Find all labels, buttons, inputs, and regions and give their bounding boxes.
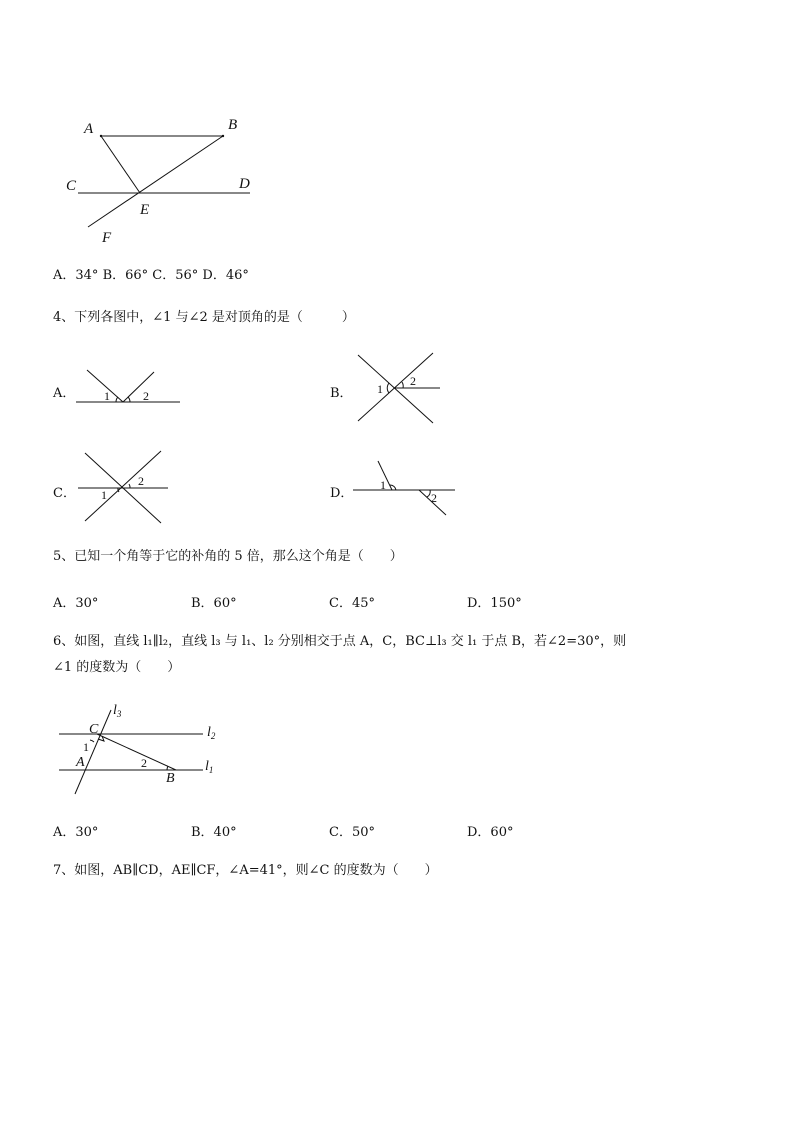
q6-option-a: A．30° [53, 825, 99, 840]
l2-label: $l_2$ [207, 725, 216, 741]
q7-stem: 7、如图，AB∥CD，AE∥CF，∠A=41°，则∠C 的度数为（ ） [53, 863, 438, 878]
angle-1-label: 1 [380, 478, 386, 492]
l1-label: $l_1$ [205, 759, 214, 775]
q4-option-c-figure [75, 450, 175, 526]
label-F: F [102, 230, 112, 246]
q4-option-a-figure [70, 360, 185, 410]
angle-2-label: 2 [141, 756, 147, 770]
q4-option-d-label: D． [330, 486, 354, 501]
q6-figure [55, 700, 230, 800]
q4-option-a-label: A． [53, 386, 76, 401]
q4-option-b-figure [350, 350, 445, 428]
angle-2-label: 2 [431, 491, 437, 505]
point-C-label: C [89, 722, 99, 737]
q5-option-d: D．150° [467, 596, 522, 611]
label-C: C [66, 178, 77, 194]
angle-2-label: 2 [143, 389, 149, 403]
angle-2-label: 2 [138, 474, 144, 488]
q6-stem-line2: ∠1 的度数为（ ） [53, 660, 181, 675]
q5-option-a: A．30° [53, 596, 99, 611]
q6-option-c: C．50° [329, 825, 375, 840]
point-A-label: A [76, 755, 85, 770]
label-B: B [228, 117, 238, 133]
angle-1-label: 1 [101, 488, 107, 502]
label-D: D [239, 176, 250, 192]
q3-options: A．34° B．66° C．56° D．46° [53, 268, 249, 283]
angle-1-label: 1 [104, 389, 110, 403]
q6-stem-line1: 6、如图，直线 l₁∥l₂，直线 l₃ 与 l₁、l₂ 分别相交于点 A，C，BC⊥l₃ 交 l₁ 于点 B，若∠2=30°，则 [53, 634, 627, 649]
q5-option-b: B．60° [191, 596, 237, 611]
q6-option-d: D．60° [467, 825, 514, 840]
angle-2-label: 2 [410, 374, 416, 388]
q5-stem: 5、已知一个角等于它的补角的 5 倍，那么这个角是（ ） [53, 549, 403, 564]
q4-option-d-figure [350, 455, 460, 519]
label-E: E [140, 202, 150, 218]
q3-figure [60, 110, 270, 250]
point-B-label: B [166, 771, 175, 786]
q4-option-c-label: C． [53, 486, 76, 501]
label-A: A [84, 121, 94, 137]
q6-option-b: B．40° [191, 825, 237, 840]
angle-1-label: 1 [83, 740, 89, 754]
l3-label: $l_3$ [113, 703, 122, 719]
q4-stem: 4、下列各图中，∠1 与∠2 是对顶角的是（ ） [53, 310, 355, 325]
q5-option-c: C．45° [329, 596, 375, 611]
q4-option-b-label: B． [330, 386, 353, 401]
angle-1-label: 1 [377, 382, 383, 396]
